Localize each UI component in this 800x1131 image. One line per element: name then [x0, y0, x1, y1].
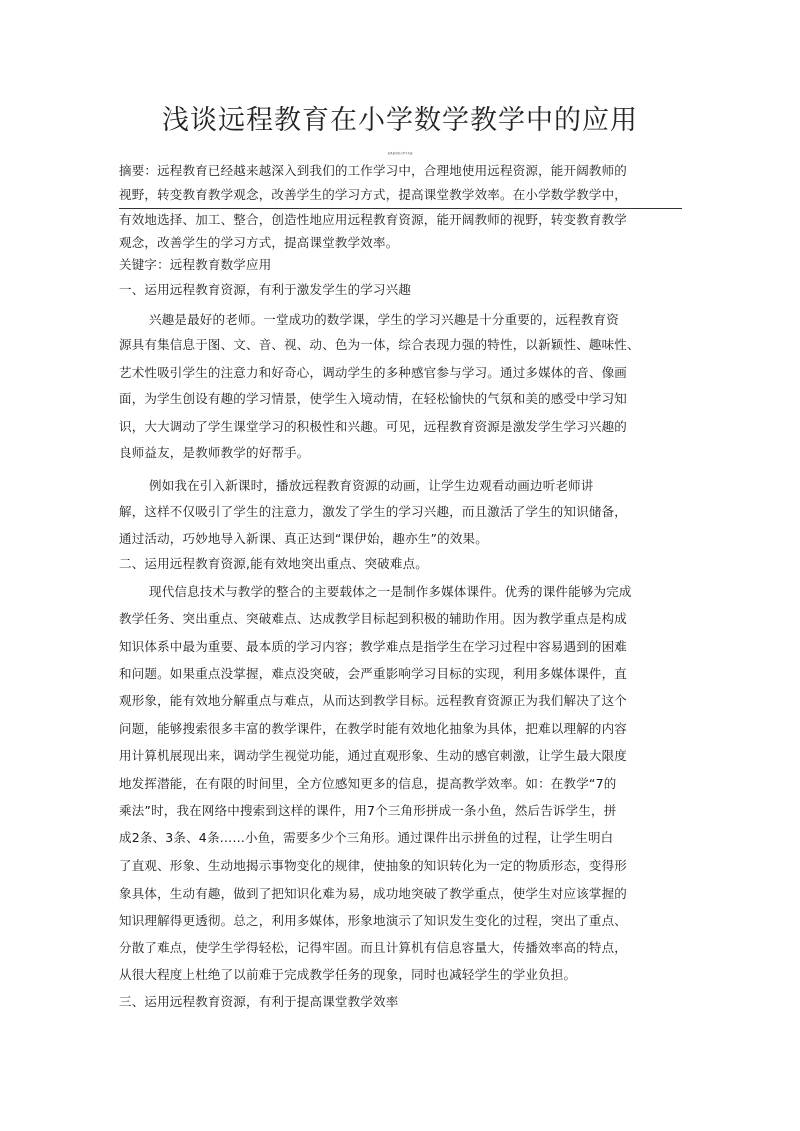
paragraph-line: 乘法”时，我在网络中搜索到这样的课件，用7个三角形拼成一条小鱼，然后告诉学生，拼: [119, 803, 617, 818]
abstract-line: 视野，转变教育教学观念，改善学生的学习方式，提高课堂教学效率。在小学数学教学中，: [119, 187, 628, 202]
section-heading: 三、运用远程教育资源，有利于提高课堂教学效率: [119, 994, 399, 1009]
paragraph-line: 良师益友，是教师教学的好帮手。: [119, 445, 310, 460]
paragraph-line: 用计算机展现出来，调动学生视觉功能，通过直观形象、生动的感官刺激，让学生最大限度: [119, 748, 628, 763]
paragraph-line: 从很大程度上杜绝了以前难于完成教学任务的现象，同时也减轻学生的学业负担。: [119, 967, 577, 982]
paragraph-line: 分散了难点，使学生学得轻松，记得牢固。而且计算机有信息容量大，传播效率高的特点，: [119, 940, 628, 955]
paragraph-line: 通过活动，巧妙地导入新课、真正达到“课伊始，趣亦生”的效果。: [119, 531, 488, 546]
paragraph-line: 教学任务、突出重点、突破难点、达成教学目标起到积极的辅助作用。因为教学重点是构成: [119, 611, 628, 626]
abstract-line: 有效地选择、加工、整合，创造性地应用远程教育资源，能开阔教师的视野，转变教育教学: [119, 212, 628, 227]
paragraph-line: 问题，能够搜索很多丰富的教学课件，在教学时能有效地化抽象为具体，把难以理解的内容: [119, 721, 628, 736]
paragraph-line: 现代信息技术与教学的整合的主要载体之一是制作多媒体课件。优秀的课件能够为完成: [149, 584, 632, 599]
document-title: 浅谈远程教育在小学数学教学中的应用: [162, 105, 638, 136]
paragraph-line: 兴趣是最好的老师。一堂成功的数学课，学生的学习兴趣是十分重要的，远程教育资: [149, 312, 619, 327]
paragraph-line: 象具体，生动有趣，做到了把知识化难为易，成功地突破了教学重点，使学生对应该掌握的: [119, 886, 628, 901]
section-heading: 二、运用远程教育资源,能有效地突出重点、突破难点。: [119, 556, 428, 571]
paragraph-line: 解，这样不仅吸引了学生的注意力，激发了学生的学习兴趣，而且激活了学生的知识储备，: [119, 504, 628, 519]
paragraph-line: 识，大大调动了学生课堂学习的积极性和兴趣。可见，远程教育资源是激发学生学习兴趣的: [119, 419, 628, 434]
horizontal-rule: [119, 208, 682, 209]
author-line: 来凤县实验小学王兆成: [387, 152, 413, 155]
paragraph-line: 知识理解得更透彻。总之，利用多媒体，形象地演示了知识发生变化的过程，突出了重点、: [119, 913, 628, 928]
abstract-line: 摘要：远程教育已经越来越深入到我们的工作学习中，合理地使用远程资源，能开阔教师的: [119, 163, 628, 178]
section-heading: 一、运用远程教育资源，有利于激发学生的学习兴趣: [119, 282, 412, 297]
paragraph-line: 知识体系中最为重要、最本质的学习内容；教学难点是指学生在学习过程中容易遇到的困难: [119, 639, 628, 654]
paragraph-line: 地发挥潜能，在有限的时间里，全方位感知更多的信息，提高教学效率。如：在教学“7的: [119, 776, 617, 791]
paragraph-line: 源具有集信息于图、文、音、视、动、色为一体，综合表现力强的特性，以新颖性、趣味性、: [119, 337, 640, 352]
paragraph-line: 面，为学生创设有趣的学习情景，使学生入境动情，在轻松愉快的气氛和美的感受中学习知: [119, 391, 628, 406]
paragraph-line: 例如我在引入新课时，播放远程教育资源的动画，让学生边观看动画边听老师讲: [149, 478, 594, 493]
paragraph-line: 成2条、3条、4条……小鱼，需要多少个三角形。通过课件出示拼鱼的过程，让学生明白: [119, 830, 614, 845]
abstract-line: 观念，改善学生的学习方式，提高课堂教学效率。: [119, 235, 399, 250]
paragraph-line: 和问题。如果重点没掌握，难点没突破，会严重影响学习目标的实现，利用多媒体课件，直: [119, 666, 628, 681]
paragraph-line: 观形象，能有效地分解重点与难点，从而达到教学目标。远程教育资源正为我们解决了这个: [119, 693, 628, 708]
keywords-line: 关键字：远程教育数学应用: [119, 257, 272, 272]
paragraph-line: 了直观、形象、生动地揭示事物变化的规律，使抽象的知识转化为一定的物质形态，变得形: [119, 858, 628, 873]
paragraph-line: 艺术性吸引学生的注意力和好奇心，调动学生的多种感官参与学习。通过多媒体的音、像画: [119, 365, 628, 380]
